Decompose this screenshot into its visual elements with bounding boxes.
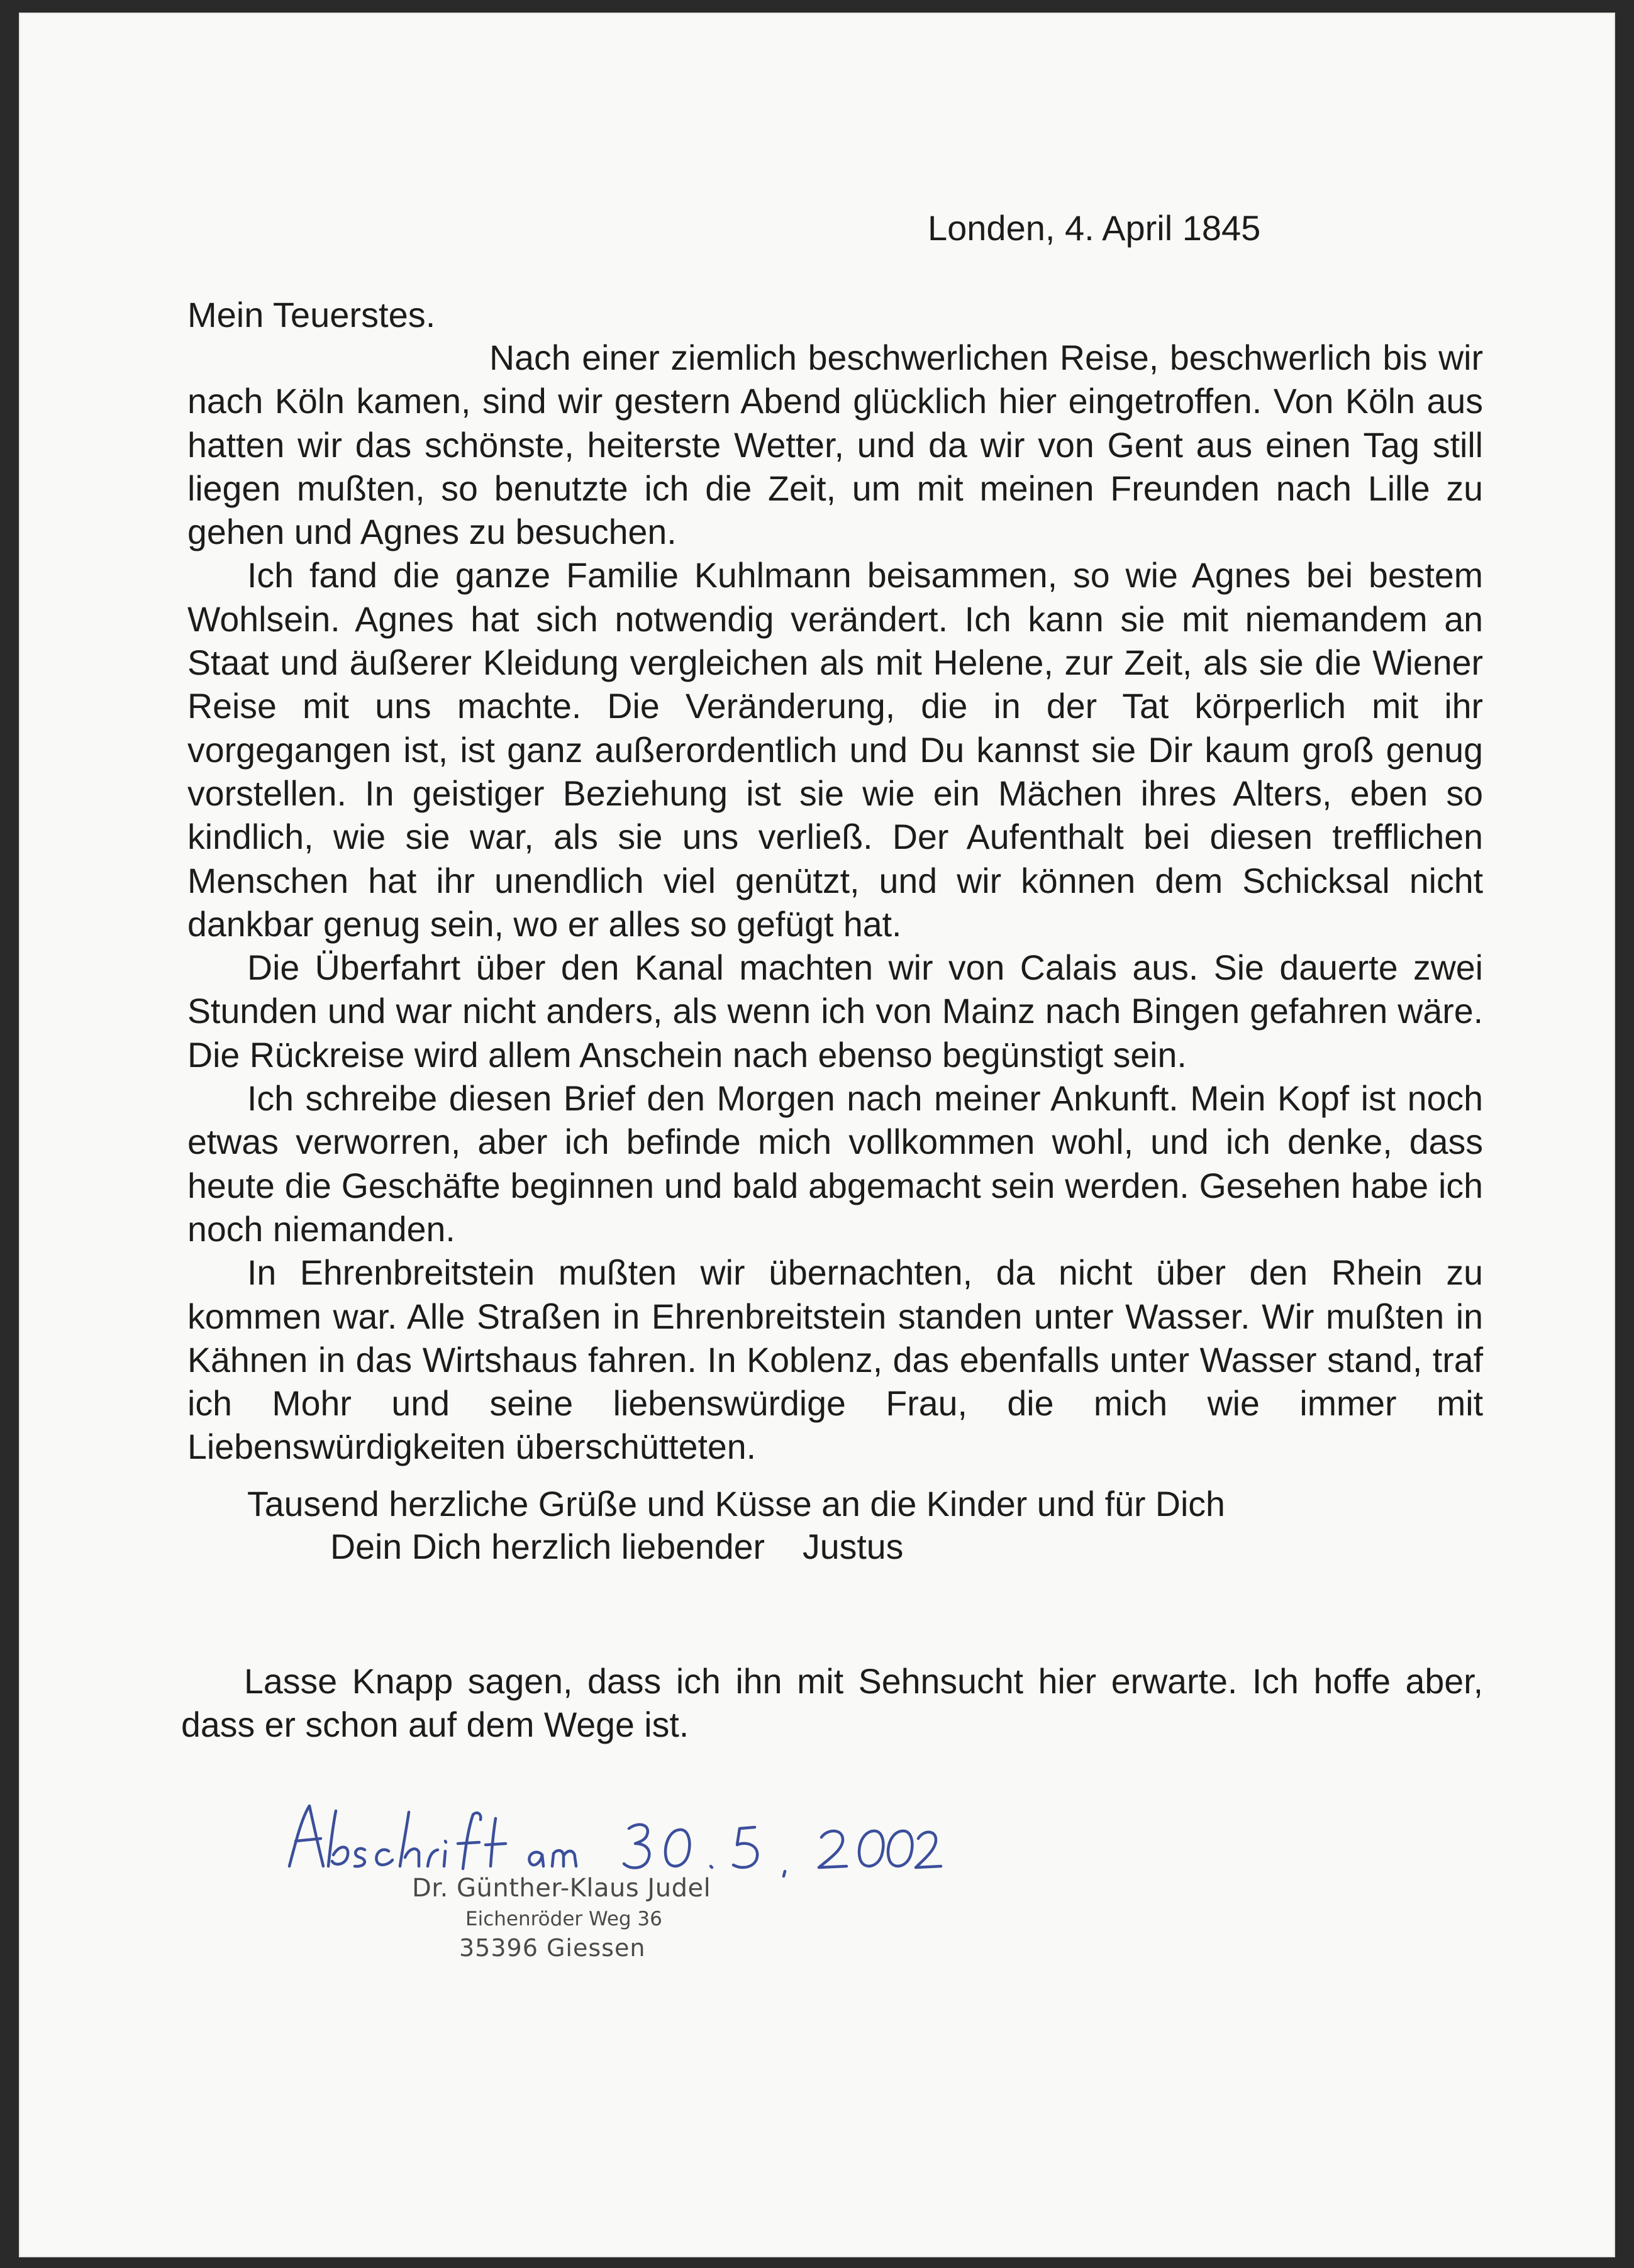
letter-paragraph: In Ehrenbreitstein mußten wir übernachten, da nicht über den Rhein zu kommen war. Alle Straßen in Ehrenbreitstein standen unter Wasser. Wir mußten in Kähnen in das Wirtshaus fahren. In Koblenz, das ebenfalls unter Wasser stand, traf ich Mohr und seine liebenswürdige Frau, die mich wie immer mit Liebenswürdigkeiten überschütteten.: [187, 1253, 1483, 1467]
letter-dateline: Londen, 4. April 1845: [928, 208, 1261, 248]
letter-signoff: Dein Dich herzlich liebender: [330, 1527, 765, 1566]
handwritten-annotation: [277, 1792, 943, 1880]
letter-body: [187, 336, 1483, 1469]
letter-signature: Justus: [803, 1527, 904, 1566]
letter-paragraph: Die Überfahrt über den Kanal machten wir von Calais aus. Sie dauerte zwei Stunden und war nicht anders, als wenn ich von Mainz nach Bingen gefahren wäre. Die Rückreise wird allem Anschein nach ebenso begünstigt sein.: [187, 948, 1483, 1075]
letter-paragraph: Ich fand die ganze Familie Kuhlmann beisammen, so wie Agnes bei bestem Wohlsein. Agnes hat sich notwendig verändert. Ich kann sie mit niemandem an Staat und äußerer Kleidung vergleichen als mit Helene, zur Zeit, als sie die Wiener Reise mit uns machte. Die Veränderung, die in der Tat körperlich mit ihr vorgegangen ist, ist ganz außerordentlich und Du kannst sie Dir kaum groß genug vorstellen. In geistiger Beziehung ist sie wie ein Mächen ihres Alters, eben so kindlich, wie sie war, als sie uns verließ. Der Aufenthalt bei diesen trefflichen Menschen hat ihr unendlich viel genützt, und wir können dem Schicksal nicht dankbar genug sein, wo er alles so gefügt hat.: [187, 556, 1483, 944]
letter-closing: Tausend herzliche Grüße und Küsse an die Kinder und für Dich: [247, 1485, 1225, 1524]
postscript-text: Lasse Knapp sagen, dass ich ihn mit Sehnsucht hier erwarte. Ich hoffe aber, dass er schon auf dem Wege ist.: [181, 1662, 1483, 1744]
address-stamp: [412, 1874, 711, 1962]
stamp-street: Eichenröder Weg 36: [465, 1908, 662, 1930]
stamp-city: 35396 Giessen: [459, 1934, 646, 1962]
stamp-name: Dr. Günther-Klaus Judel: [412, 1874, 711, 1903]
letter-paragraph: Ich schreibe diesen Brief den Morgen nach meiner Ankunft. Mein Kopf ist noch etwas verworren, aber ich befinde mich vollkommen wohl, und ich denke, dass heute die Geschäfte beginnen und bald abgemacht sein werden. Gesehen habe ich noch niemanden.: [187, 1079, 1483, 1249]
letter-paragraph: Nach einer ziemlich beschwerlichen Reise, beschwerlich bis wir nach Köln kamen, sind wir gestern Abend glücklich hier eingetroffen. Von Köln aus hatten wir das schönste, heiterste Wetter, und da wir von Gent aus einen Tag still liegen mußten, so benutzte ich die Zeit, um mit meinen Freunden nach Lille zu gehen und Agnes zu besuchen.: [187, 338, 1483, 552]
letter-signoff-line: [330, 1527, 903, 1567]
letter-salutation: Mein Teuerstes.: [187, 295, 436, 335]
letter-postscript: [181, 1660, 1483, 1747]
